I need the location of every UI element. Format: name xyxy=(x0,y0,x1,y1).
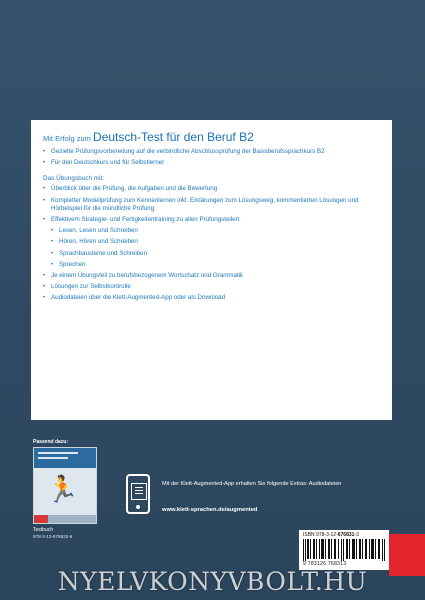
thumbnail-title-band xyxy=(34,448,96,468)
list-item: • Gezielte Prüfungsvorbereitung auf die verbindliche Abschlussprüfung der Basisberufssprachkurs B2 xyxy=(43,148,380,156)
description-panel xyxy=(31,120,392,420)
sub-list-item: • Hören, Hören und Schreiben xyxy=(43,238,380,246)
list-item: • Überblick über die Prüfung, die Aufgaben und die Bewertung xyxy=(43,185,380,193)
list-item: • Lösungen zur Selbstkontrolle xyxy=(43,283,380,291)
passend-label: Passend dazu: xyxy=(33,439,69,445)
heading-prefix: Mit Erfolg zum xyxy=(43,134,91,143)
list-item: • Effektivem Strategie- und Fertigkeitentraining zu allen Prüfungsteilen: xyxy=(43,216,380,224)
exercise-book-intro: Das Übungsbuch mit: xyxy=(43,175,105,183)
smartphone-icon xyxy=(126,474,150,514)
feature-bullet-list xyxy=(43,185,380,302)
list-item: • Kompletter Modellprüfung zum Kennenlernen inkl. Erklärungen zum Lösungsweg, kommentierten Lösungen und Hörbeispiel für die mündliche Prüfung xyxy=(43,197,380,213)
runner-figure-icon: 🏃 xyxy=(46,474,79,504)
testbuch-title: Testbuch xyxy=(33,527,54,533)
testbuch-isbn: 978-3-12-676832-6 xyxy=(33,534,73,539)
panel-heading xyxy=(43,130,380,144)
barcode-digits: 9 783126 768313 xyxy=(303,561,347,567)
list-item: • Audiodateien über die Klett-Augmented-App oder als Download xyxy=(43,294,380,302)
isbn-barcode xyxy=(299,530,389,570)
sub-list-item: • Sprachbausteine und Schreiben xyxy=(43,250,380,258)
sub-list-item: • Lesen, Lesen und Schreiben xyxy=(43,227,380,235)
augmented-url: www.klett-sprachen.de/augmented xyxy=(162,507,258,513)
isbn-label: ISBN 978-3-12-676831-3 xyxy=(303,532,359,538)
testbuch-cover-thumbnail xyxy=(33,447,97,524)
red-corner xyxy=(34,515,48,523)
list-item: • Für den Deutschkurs und für Selbstlerner xyxy=(43,159,380,167)
watermark-text: NYELVKONYVBOLT.HU xyxy=(57,567,368,596)
augmented-text: Mit der Klett-Augmented-App erhalten Sie folgende Extras: Audiodateien xyxy=(162,481,342,487)
book-title-heading: Deutsch-Test für den Beruf B2 xyxy=(93,130,254,144)
barcode-bars xyxy=(303,539,385,561)
top-bullet-list xyxy=(43,148,380,167)
list-item: • Je einem Übungsteil zu berufsbezogenem Wortschatz und Grammatik xyxy=(43,272,380,280)
sub-list-item: • Sprechen xyxy=(43,261,380,269)
